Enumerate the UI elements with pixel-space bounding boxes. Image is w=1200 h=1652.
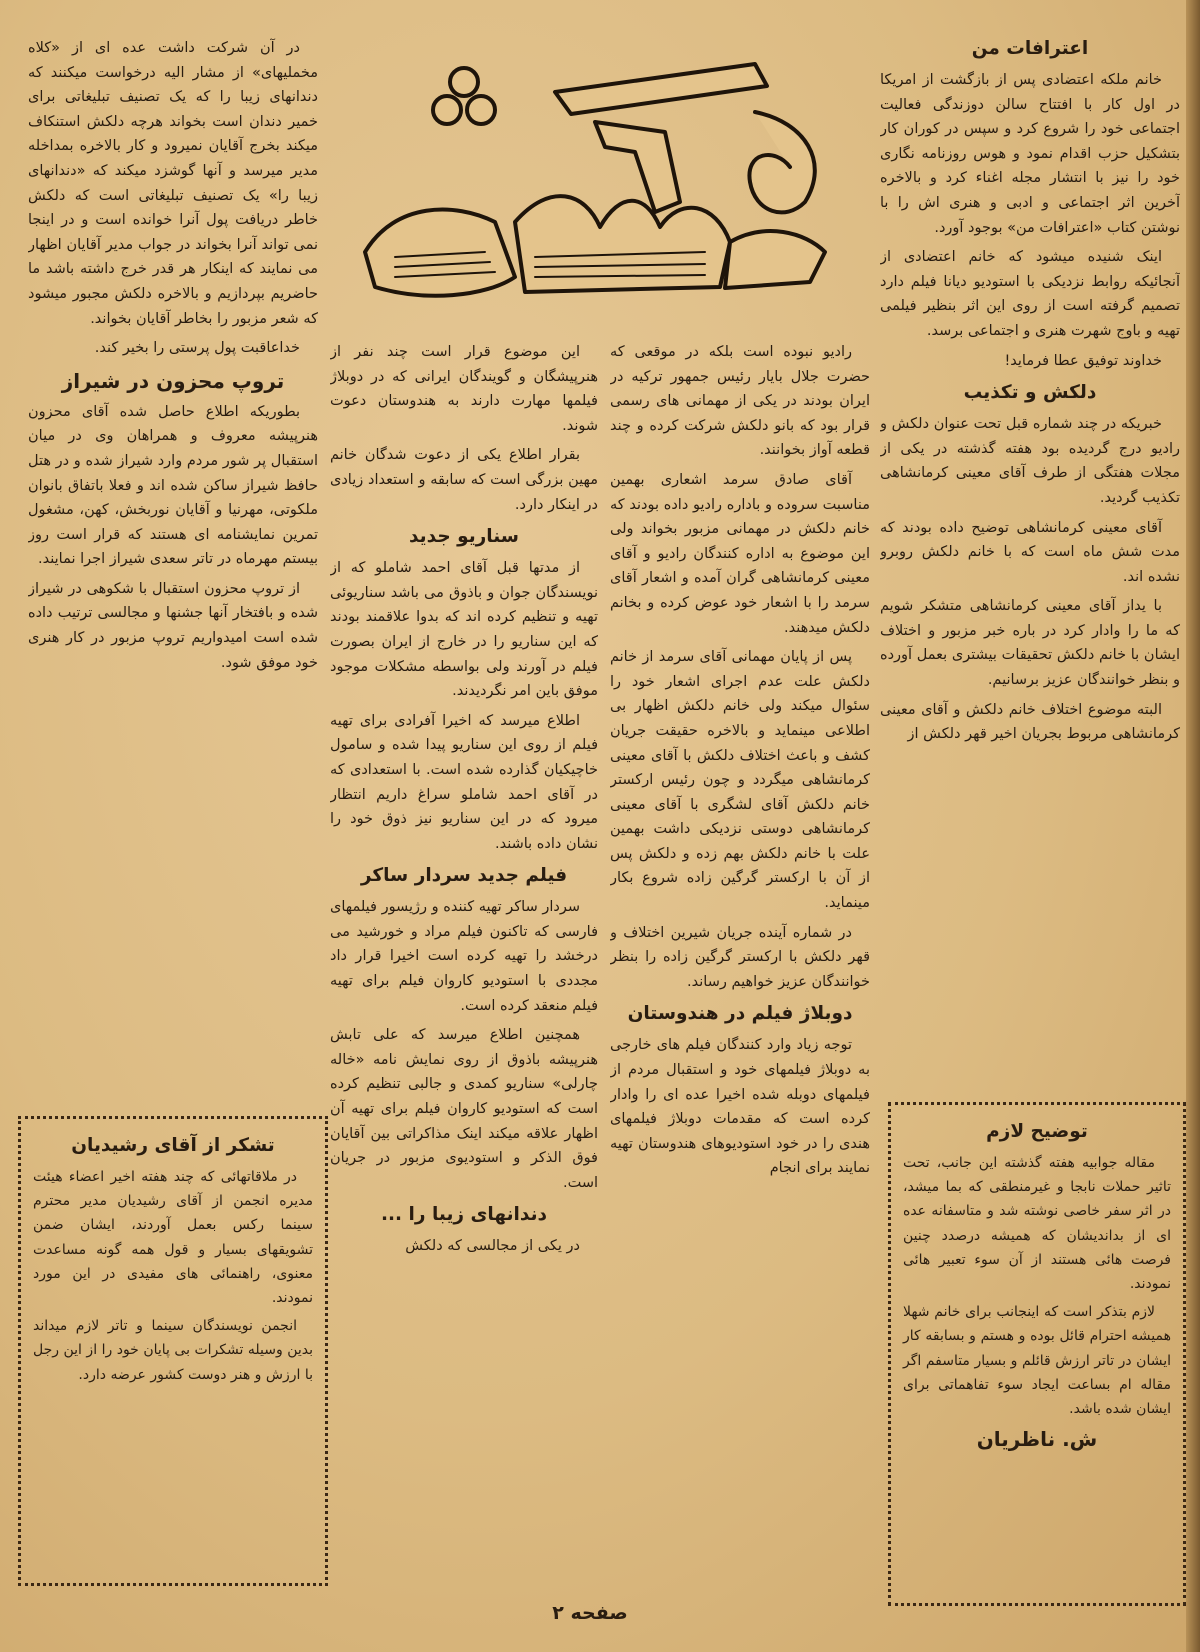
paragraph: همچنین اطلاع میرسد که علی تابش هنرپیشه باذوق از روی نمایش نامه «خاله چارلی» سناریو کمدی و جالبی تنظیم کرده است که استودیو کاروان فیلم برای تهیه آن اظهار علاقه میکند اینک مذاکراتی بین آقایان فوق الذکر و استودیوی مزبور در جریان است. [330,1027,598,1191]
paragraph: از تروپ محزون استقبال با شکوهی در شیراز شده و بافتخار آنها جشنها و مجالسی ترتیب داده شده است امیدواریم تروپ مزبور در کار هنری خود موفق شود. [28,580,318,671]
paragraph: بقرار اطلاع یکی از دعوت شدگان خانم مهین بزرگی است که سابقه و استعداد زیادی در اینکار دارد. [330,447,598,513]
headline-delkash-denial: دلکش و تکذیب [963,382,1097,404]
paragraph: البته موضوع اختلاف خانم دلکش و آقای معینی کرمانشاهی مربوط بجریان اخیر قهر دلکش از [880,701,1180,743]
logo-stroke-main [365,210,515,296]
logo-stroke-fa [749,112,814,212]
logo-dot-1 [433,96,461,124]
paragraph: بطوریکه اطلاع حاصل شده آقای محزون هنرپیشه معروف و همراهان وی در میان استقبال پر شور مردم وارد شیراز شده و در هتل حافظ شیراز ساکن شده اند و فعلا باتفاق بانوان ملکوتی، مهرنیا و آقایان نوربخش، کهن، مشغول تمرین نمایشنامه ای هستند که قرار است روز بیستم مهرماه در تاتر سعدی شیراز اجرا نمایند. [28,403,318,568]
author-signature: ش. ناظریان [976,1427,1098,1452]
logo-kaf-bar [555,64,767,114]
headline-thanks: تشکر از آقای رشیدیان [71,1135,275,1156]
headline-new-scenario: سناریو جدید [409,526,519,548]
paragraph: توجه زیاد وارد کنندگان فیلم های خارجی به دوبلاژ فیلمهای خود و استقبال مردم از فیلمهای دوبله شده اخیرا عده ای را وادار کرده است که مقدمات دوبلاژ فیلمهای هندی را در خود استودیوهای هندوستان تهیه نمایند برای انجام [610,1037,870,1177]
paragraph: آقای معینی کرمانشاهی توضیح داده بودند که مدت شش ماه است که با خانم دلکش روبرو نشده اند. [880,519,1180,585]
paragraph: در یکی از مجالسی که دلکش [405,1238,580,1255]
paragraph: رادیو نبوده است بلکه در موقعی که حضرت جلال بایار رئیس جمهور ترکیه در ایران بودند در یکی از مهمانی های رسمی قرار بود که بانو دلکش شرکت کرده و چند قطعه آواز بخوانند. [610,344,870,459]
paragraph: خانم ملکه اعتضادی پس از بازگشت از امریکا در اول کار با افتتاح سالن دوزندگی فعالیت اجتماعی خود را شروع کرد و سپس در کوران کار بتشکیل حزب اقدام نمود و هوس روزنامه نگاری خود را نیز با انتشار مجله اغناء کرد و بالاخره آخرین اثر اجتماعی و ادبی و هنری اش را با نوشتن کتاب «اعترافات من» بوجود آورد. [880,72,1180,236]
paragraph: انجمن نویسندگان سینما و تاتر لازم میداند بدین وسیله تشکرات بی پایان خود را از این رجل با ارزش و هنر دوست کشور عرضه دارد. [33,1318,313,1383]
paragraph: خداعاقبت پول پرستی را بخیر کند. [94,340,300,357]
paragraph: مقاله جوابیه هفته گذشته این جانب، تحت تاثیر حملات نابجا و غیرمنطقی که بما میشد، در اثر سفر خاصی نوشته شد و متاسفانه عده ای از بدانديشان که همیشه درصدد چنین فرصت هائی هستند از آن سوء تعبیر هائی نمودند. [903,1155,1171,1293]
logo-stroke-gaf [595,122,680,212]
paragraph: خبریکه در چند شماره قبل تحت عنوان دلکش و رادیو درج گردیده بود هفته گذشته در یکی از مجلات هفتگی از طرف آقای معینی کرمانشاهی تکذیب گردید. [880,416,1180,506]
headline-clarification: توضیح لازم [986,1121,1088,1142]
column-center-right [610,340,870,1595]
column-right [880,30,1180,1096]
paragraph: اطلاع میرسد که اخیرا آفرادی برای تهیه فیلم از روی این سناریو پیدا شده و سامول خاچیکیان گذارده شده است. با استعدادی که در آقای احمد شاملو سراغ داریم انتظار میرود که در این سناریو نیز ذوق خود را نشان داده باشند. [330,712,598,852]
paragraph: در آن شرکت داشت عده ای از «کلاه مخملیهای» از مشار الیه درخواست میکنند که دندانهای زیبا را که یک تصنیف تبلیغاتی برای خمیر دندان است بخواند هرچه دلکش استنکاف میکند بخرج آقایان نمیرود و کار بالاخره بمداخله مدیر میرسد و آنها گوشزد میکند که «دندانهای زیبا را» یک تصنیف تبلیغاتی است که دلکش خاطر دریافت پول آنرا خوانده است و در اینجا نمی تواند آنرا بخواند در جواب مدیر آقایان اظهار می نمایند که اینکار هر قدر خرج داشته باشد ما حاضریم بپردازیم و بالاخره دلکش مجبور میشود که شعر مزبور را بخاطر آقایان بخواند. [28,40,318,327]
page-spine-shadow [1186,0,1200,1652]
paragraph: از مدتها قبل آقای احمد شاملو که از نویسندگان جوان و باذوق می باشد سناریوئی تهیه و تنظیم کرده اند که بدوا علاقمند بودند که این سناریو را در خارج از ایران بصورت فیلم در آورند ولی بواسطه مشکلات موجود موفق باین امر نگردیدند. [330,560,598,700]
paragraph: در ملاقاتهائی که چند هفته اخیر اعضاء هیئت مدیره انجمن از آقای رشیدیان مدیر محترم سینما رکس بعمل آوردند، ایشان ضمن تشویقهای بسیار و قول همه گونه مساعدت معنوی، راهنمائی های مفیدی در این مورد نمودند. [33,1169,313,1307]
paragraph: اینک شنیده میشود که خانم اعتضادی از آنجائیکه روابط نزدیکی با استودیو دیانا فیلم دارد تصمیم گرفته است از روی این اثر بنظیر فیلمی تهیه و باوج شهرت هنری و اجتماعی برسد. [880,249,1180,339]
logo-dot-3 [450,68,478,96]
masthead-logo [335,52,875,322]
paragraph: خداوند توفیق عطا فرماید! [1004,352,1162,369]
paragraph: با یداز آقای معینی کرمانشاهی متشکر شویم که ما را وادار کرد در باره خبر مزبور و اختلاف ایشان با خانم دلکش تحقیقات بیشتری بعمل آورده و بنظر خوانندگان عزیز برسانیم. [880,598,1180,689]
box-required-clarification [888,1102,1186,1606]
headline-mahzoon-troupe: تروپ محزون در شیراز [61,368,285,393]
headline-dubbing-india: دوبلاژ فیلم در هندوستان [627,1003,853,1025]
logo-dot-2 [467,96,495,124]
paragraph: در شماره آینده جریان شیرین اختلاف و قهر دلکش با ارکستر گرگین زاده را بنظر خوانندگان عزیز خواهیم رساند. [610,924,870,990]
paragraph: آقای صادق سرمد اشعاری بهمین مناسبت سروده و باداره رادیو داده بودند که خانم دلکش در مهمانی مزبور بخواند ولی این موضوع به اداره کنندگان رادیو و آقای معینی کرمانشاهی گران آمده و اشعار آقای سرمد را با اشعار خود عوض کرده و بخانم دلکش میدهند. [610,471,870,636]
headline-sardar-sakar-film: فیلم جدید سردار ساکر [360,865,568,887]
column-left [28,36,318,1114]
headline-confessions: اعترافات من [971,38,1089,59]
column-center-left [330,340,598,1595]
paragraph: لازم بتذکر است که اینجانب برای خانم شهلا همیشه احترام قائل بوده و هستم و بسابقه کار ایشان در تاتر ارزش قائلم و بسیار متاسفم اگر مقاله ام بساعت ایجاد سوء تفاهماتی برای ایشان شده باشد. [903,1304,1171,1418]
headline-beautiful-teeth: دندانهای زیبا را ... [380,1204,548,1226]
paragraph: این موضوع قرار است چند نفر از هنرپیشگان و گویندگان ایرانی که در دوبلاژ فیلمها مهارت دارند به هندوستان دعوت شوند. [330,344,598,434]
paragraph: سردار ساکر تهیه کننده و رژیسور فیلمهای فارسی که تاکنون فیلم مراد و خورشید می درخشد را تهیه کرده است اخیرا قرار داد مجددی با استودیو کاروان فیلم برای تهیه فیلم منعقد کرده است. [330,899,598,1014]
paragraph: پس از پایان مهمانی آقای سرمد از خانم دلکش علت عدم اجرای اشعار خود را سئوال میکند ولی خانم دلکش اظهار بی اطلاعی مینماید و بالاخره حقیقت جریان کشف و باعث اختلاف دلکش با آقای معینی کرمانشاهی میگردد و چون رئیس ارکستر خانم دلکش آقای لشگری با آقای معینی کرمانشاهی دوستی نزدیکی داشت بهمین علت با خانم دلکش بهم زده و دلکش پس از آن با ارکستر گرگین زاده شروع بکار مینماید. [610,649,870,912]
page-number: صفحه ۲ [552,1602,628,1624]
box-thanks-rashidian [18,1116,328,1586]
logo-stroke-tail [725,231,825,288]
